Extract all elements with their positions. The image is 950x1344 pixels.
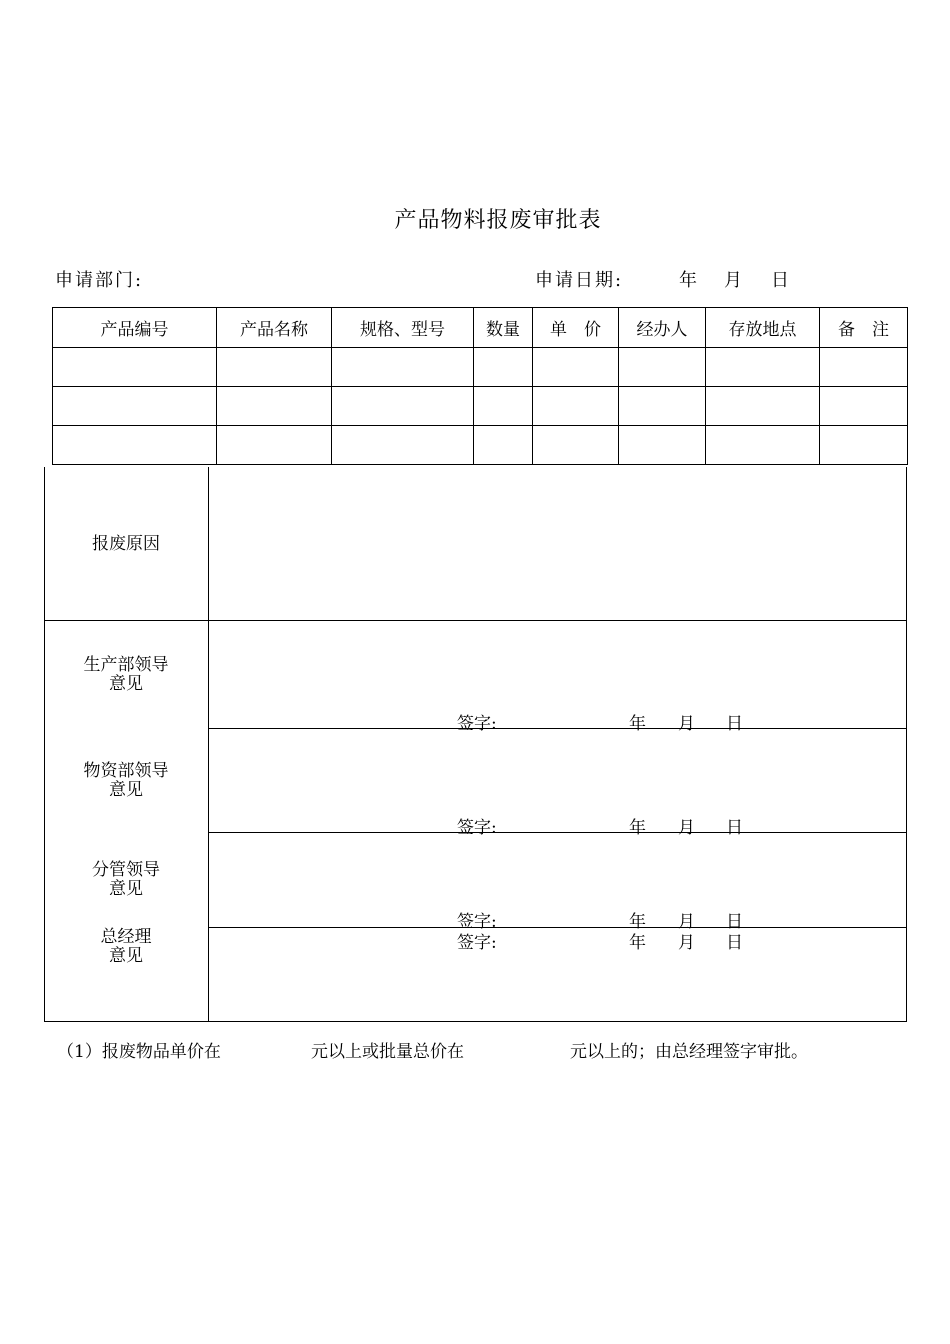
table-cell[interactable] — [619, 348, 706, 387]
table-cell[interactable] — [706, 426, 820, 465]
col-storage-location: 存放地点 — [706, 308, 820, 348]
section-divider-vertical — [208, 467, 209, 1022]
table-cell[interactable] — [533, 426, 619, 465]
note-part-3: 元以上的；由总经理签字审批。 — [570, 1042, 808, 1062]
reason-label: 报废原因 — [92, 534, 160, 554]
date-month: 月 — [724, 270, 742, 291]
table-cell[interactable] — [533, 348, 619, 387]
reason-bottom-line — [44, 620, 907, 621]
table-cell[interactable] — [332, 387, 474, 426]
materials-bottom-line — [208, 832, 907, 833]
production-sign-day: 日 — [726, 714, 743, 734]
materials-sign-day: 日 — [726, 818, 743, 838]
branch-label-opinion: 意见 — [109, 879, 143, 899]
col-handler: 经办人 — [619, 308, 706, 348]
table-cell[interactable] — [474, 387, 533, 426]
col-product-code: 产品编号 — [53, 308, 217, 348]
materials-sign-year: 年 — [629, 818, 646, 838]
table-cell[interactable] — [332, 348, 474, 387]
branch-sign-month: 月 — [678, 912, 695, 932]
table-row — [53, 348, 908, 387]
materials-sign-month: 月 — [678, 818, 695, 838]
page-title: 产品物料报废审批表 — [394, 208, 602, 233]
table-row — [53, 387, 908, 426]
production-sign-year: 年 — [629, 714, 646, 734]
table-cell[interactable] — [217, 387, 332, 426]
table-row — [53, 426, 908, 465]
date-year: 年 — [679, 270, 697, 291]
table-cell[interactable] — [474, 348, 533, 387]
items-table — [52, 307, 908, 465]
gm-sign-year: 年 — [629, 933, 646, 953]
table-cell[interactable] — [820, 348, 908, 387]
date-day: 日 — [771, 270, 789, 291]
table-cell[interactable] — [619, 387, 706, 426]
materials-label: 物资部领导 — [83, 761, 169, 781]
gm-label-opinion: 意见 — [109, 946, 143, 966]
table-header-row — [53, 308, 908, 348]
branch-sign-year: 年 — [629, 912, 646, 932]
table-cell[interactable] — [53, 387, 217, 426]
production-label: 生产部领导 — [83, 655, 169, 675]
branch-sign-day: 日 — [726, 912, 743, 932]
production-bottom-line — [208, 728, 907, 729]
gm-label: 总经理 — [100, 927, 152, 947]
note-part-2: 元以上或批量总价在 — [311, 1042, 464, 1062]
col-product-name: 产品名称 — [217, 308, 332, 348]
production-label-opinion: 意见 — [109, 674, 143, 694]
col-quantity: 数量 — [474, 308, 533, 348]
table-cell[interactable] — [533, 387, 619, 426]
table-cell[interactable] — [619, 426, 706, 465]
table-cell[interactable] — [820, 387, 908, 426]
table-cell[interactable] — [820, 426, 908, 465]
table-cell[interactable] — [474, 426, 533, 465]
section-right-border — [906, 467, 907, 1022]
col-spec-model: 规格、型号 — [332, 308, 474, 348]
gm-sign-label: 签字: — [457, 933, 497, 953]
branch-label: 分管领导 — [92, 860, 160, 880]
col-remarks: 备 注 — [820, 308, 908, 348]
production-sign-month: 月 — [678, 714, 695, 734]
materials-label-opinion: 意见 — [109, 780, 143, 800]
branch-bottom-line — [208, 927, 907, 928]
table-cell[interactable] — [217, 426, 332, 465]
table-cell[interactable] — [53, 348, 217, 387]
col-unit-price: 单 价 — [533, 308, 619, 348]
department-label: 申请部门: — [55, 270, 144, 291]
branch-sign-label: 签字: — [457, 912, 497, 932]
table-cell[interactable] — [706, 348, 820, 387]
gm-sign-month: 月 — [678, 933, 695, 953]
table-cell[interactable] — [53, 426, 217, 465]
date-label: 申请日期: — [535, 270, 624, 291]
note-part-1: （1）报废物品单价在 — [57, 1042, 221, 1062]
production-sign-label: 签字: — [457, 714, 497, 734]
table-cell[interactable] — [217, 348, 332, 387]
table-cell[interactable] — [332, 426, 474, 465]
materials-sign-label: 签字: — [457, 818, 497, 838]
section-bottom-border — [44, 1021, 907, 1022]
gm-sign-day: 日 — [726, 933, 743, 953]
table-cell[interactable] — [706, 387, 820, 426]
